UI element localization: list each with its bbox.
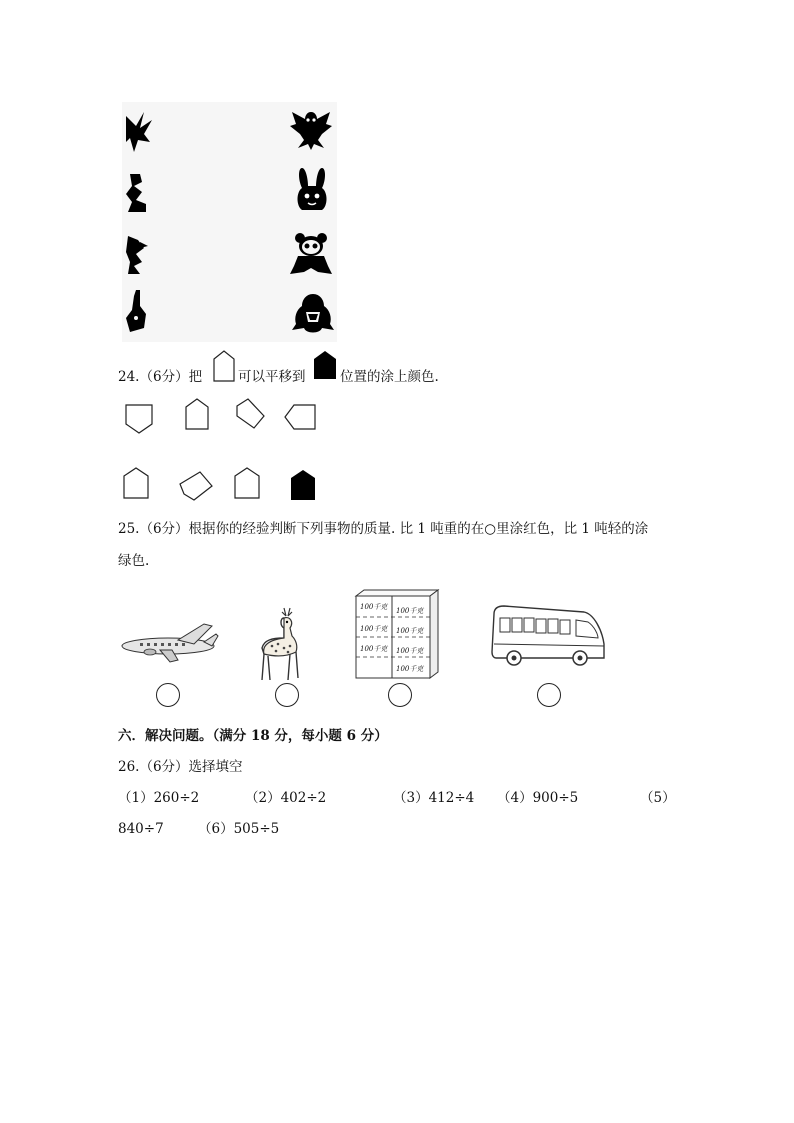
box-label: 100千克	[396, 627, 424, 635]
box-label: 100千克	[360, 645, 388, 653]
q26-item-5-expression: 840÷7	[118, 821, 164, 837]
q26-item-4: （4）900÷5	[497, 790, 579, 806]
penguin-silhouette	[292, 292, 334, 336]
deer-image	[254, 606, 308, 682]
box-label: 100千克	[396, 665, 424, 673]
box-label: 100千克	[396, 607, 424, 615]
q26-title: 26.（6分）选择填空	[118, 759, 243, 775]
box-label: 100千克	[360, 625, 388, 633]
section6-title: 六．解决问题。（满分 18 分，每小题 6 分）	[118, 728, 388, 744]
half-squirrel-silhouette	[126, 170, 154, 214]
q24-text-after: 位置的涂上颜色.	[340, 369, 439, 385]
house-shape-outline-icon	[213, 350, 235, 382]
q26-item-3: （3）412÷4	[393, 790, 475, 806]
shape-option-3[interactable]	[234, 396, 268, 430]
shape-option-1[interactable]	[124, 404, 154, 434]
answer-circle-airplane[interactable]	[156, 683, 180, 707]
shape-option-7[interactable]	[234, 467, 260, 499]
q24-number: 24.	[118, 369, 140, 385]
q26-item-6: （6）505÷5	[198, 821, 280, 837]
answer-circle-deer[interactable]	[275, 683, 299, 707]
q24-score: （6分）	[139, 369, 189, 385]
shape-option-8-filled[interactable]	[290, 469, 316, 501]
animal-matching-panel	[122, 102, 337, 342]
q25-line1: 25.（6分）根据你的经验判断下列事物的质量. 比 1 吨重的在○里涂红色，比 1 吨轻的涂	[118, 521, 649, 537]
q26-item-5: （5）	[640, 790, 676, 806]
shape-option-2[interactable]	[185, 398, 209, 430]
rabbit-silhouette	[292, 166, 332, 214]
q24-text-middle: 可以平移到	[238, 369, 306, 385]
house-shape-filled-icon	[313, 350, 337, 380]
q24-text-before: 把	[188, 369, 203, 385]
airplane-image	[120, 620, 220, 664]
bus-image	[490, 600, 608, 672]
half-bird-silhouette	[126, 108, 156, 154]
box-label: 100千克	[360, 603, 388, 611]
answer-circle-bus[interactable]	[537, 683, 561, 707]
q26-item-2: （2）402÷2	[245, 790, 327, 806]
half-rabbit-silhouette	[126, 288, 154, 336]
shape-option-4[interactable]	[284, 404, 316, 430]
answer-circle-boxes[interactable]	[388, 683, 412, 707]
q25-line2: 绿色.	[118, 553, 150, 569]
box-label: 100千克	[396, 647, 424, 655]
q24-line	[118, 368, 202, 386]
q26-item-1: （1）260÷2	[118, 790, 200, 806]
shape-option-5[interactable]	[123, 467, 149, 499]
bird-silhouette	[288, 106, 334, 152]
panda-silhouette	[288, 230, 334, 276]
shape-option-6[interactable]	[178, 470, 214, 502]
half-panda-silhouette	[126, 232, 154, 276]
stacked-boxes-image	[354, 588, 440, 680]
